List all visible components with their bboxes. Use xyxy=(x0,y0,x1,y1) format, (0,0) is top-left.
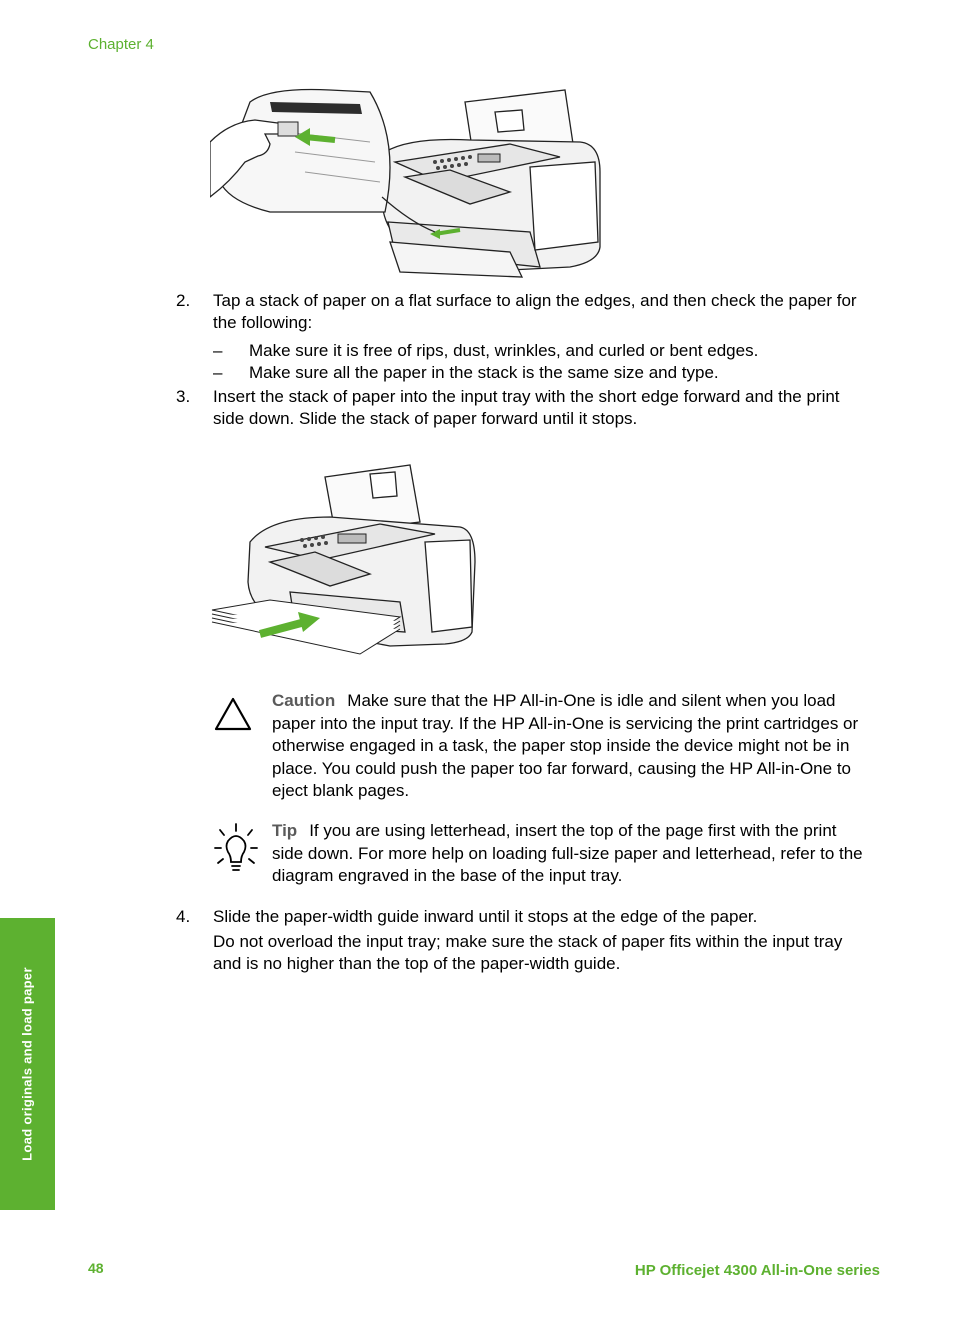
dash-bullet: – xyxy=(213,341,223,360)
step-number: 4. xyxy=(176,907,191,926)
step-number: 2. xyxy=(176,291,191,310)
tip-note xyxy=(272,820,867,888)
step-text: Slide the paper-width guide inward until it stops at the edge of the paper. xyxy=(213,907,758,926)
caution-note xyxy=(272,690,867,803)
step-3 xyxy=(176,386,866,430)
sub-item-text: Make sure it is free of rips, dust, wrinkles, and curled or bent edges. xyxy=(249,341,759,360)
printer-guide-illustration xyxy=(210,82,605,282)
sub-item-text: Make sure all the paper in the stack is the same size and type. xyxy=(249,363,719,382)
chapter-header: Chapter 4 xyxy=(88,36,154,53)
dash-bullet: – xyxy=(213,363,223,382)
step-number: 3. xyxy=(176,387,191,406)
step-4-note: Do not overload the input tray; make sure the stack of paper fits within the input tray and is no higher than the top of the paper-width guide. xyxy=(213,932,843,973)
page-number: 48 xyxy=(88,1260,104,1276)
caution-triangle-icon xyxy=(213,696,253,732)
tip-label: Tip xyxy=(272,821,298,840)
step-text: Insert the stack of paper into the input tray with the short edge forward and the print side down. Slide the stack of paper forward until it stops. xyxy=(213,387,840,428)
chapter-side-tab xyxy=(0,918,55,1210)
step-4 xyxy=(176,906,866,928)
caution-label: Caution xyxy=(272,691,336,710)
insert-paper-illustration xyxy=(210,462,480,662)
footer-title: HP Officejet 4300 All-in-One series xyxy=(634,1262,880,1279)
caution-text: Make sure that the HP All-in-One is idle and silent when you load paper into the input tray. If the HP All-in-One is servicing the print cartridges or otherwise engaged in a task, the paper stop inside the device might not be in place. You could push the paper too far forward, causing the HP All-in-One to eject blank pages. xyxy=(272,691,859,800)
sub-item xyxy=(213,362,863,384)
lightbulb-icon xyxy=(213,822,259,874)
side-tab-label: Load originals and load paper xyxy=(19,967,35,1161)
step-2 xyxy=(176,290,866,334)
step-text: Tap a stack of paper on a flat surface to align the edges, and then check the paper for the following: xyxy=(213,291,857,332)
tip-text: If you are using letterhead, insert the top of the page first with the print side down. For more help on loading full-size paper and letterhead, refer to the diagram engraved in the base of the input tray. xyxy=(272,821,863,885)
sub-item xyxy=(213,340,863,362)
